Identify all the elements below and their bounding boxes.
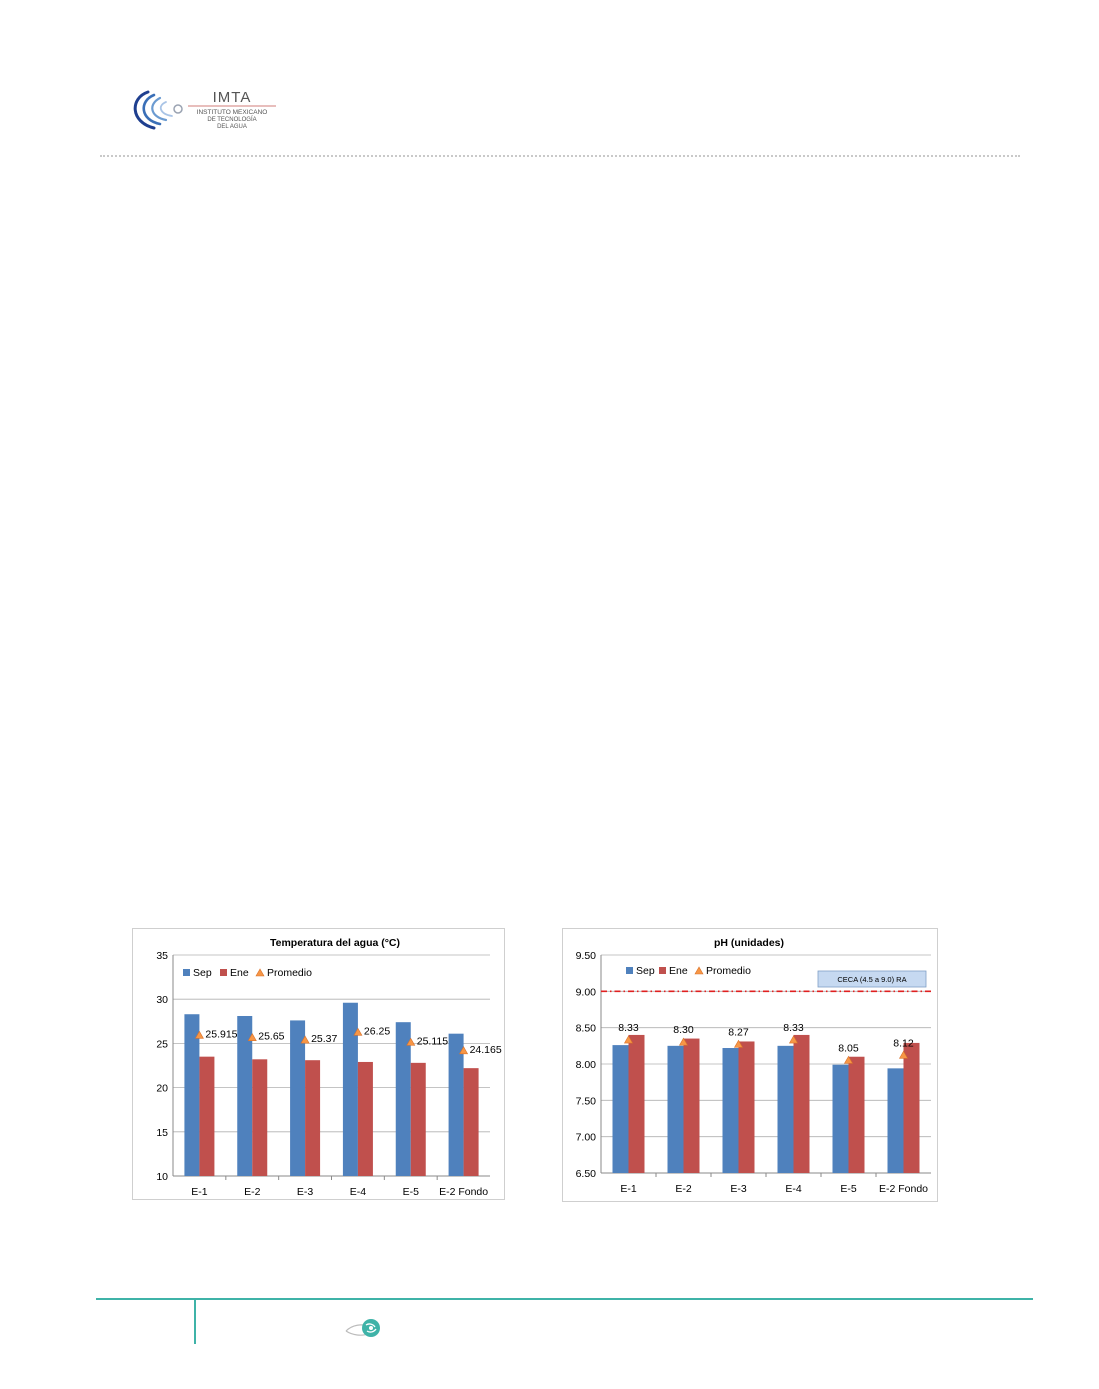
y-tick-label: 7.50 (575, 1095, 596, 1108)
water-drop-globe-icon (344, 1315, 384, 1341)
bar-ene (849, 1057, 865, 1173)
legend-label-ene: Ene (230, 967, 249, 979)
x-tick-label: E-2 (244, 1186, 261, 1198)
logo-line3: DEL AGUA (217, 124, 247, 130)
y-tick-label: 7.00 (575, 1131, 596, 1144)
ph-chart-svg (563, 929, 937, 1201)
bar-ene (684, 1039, 700, 1173)
data-label: 24.165 (469, 1043, 502, 1056)
chart-legend (626, 965, 751, 977)
x-tick-label: E-5 (402, 1186, 419, 1198)
bar-ene (358, 1062, 373, 1176)
legend-swatch-ene (220, 969, 227, 976)
x-tick-label: E-1 (620, 1183, 637, 1195)
y-tick-label: 20 (156, 1082, 168, 1095)
chart-title: pH (unidades) (714, 937, 784, 949)
legend-label-promedio: Promedio (706, 965, 751, 977)
data-label: 8.33 (783, 1022, 804, 1035)
bar-ene (411, 1063, 426, 1176)
legend-swatch-sep (626, 967, 633, 974)
chart-title: Temperatura del agua (°C) (269, 937, 401, 949)
bar-sep (449, 1034, 464, 1176)
bar-ene (252, 1059, 267, 1176)
bar-sep (613, 1045, 629, 1173)
legend-label-promedio: Promedio (267, 967, 312, 979)
x-tick-label: E-1 (191, 1186, 208, 1198)
x-tick-label: E-3 (296, 1186, 314, 1198)
data-label: 25.915 (205, 1028, 238, 1041)
bar-sep (723, 1048, 739, 1173)
footer-divider (96, 1298, 1033, 1300)
footer-vertical-divider (194, 1300, 196, 1344)
data-label: 8.05 (838, 1042, 859, 1055)
bar-ene (305, 1060, 320, 1176)
legend-marker-promedio (256, 969, 264, 976)
bar-sep (290, 1020, 305, 1176)
y-tick-label: 8.50 (575, 1022, 596, 1035)
x-tick-label: E-2 Fondo (439, 1186, 489, 1198)
data-label: 25.65 (258, 1030, 285, 1043)
bar-sep (343, 1003, 358, 1176)
bar-ene (794, 1035, 810, 1173)
data-label: 8.30 (673, 1024, 694, 1037)
logo-acronym: IMTA (212, 89, 252, 106)
bar-sep (668, 1046, 684, 1173)
x-tick-label: E-4 (349, 1186, 367, 1198)
data-label: 8.12 (893, 1037, 914, 1050)
temperature-chart (132, 928, 505, 1200)
reference-label: CECA (4.5 a 9.0) RA (837, 975, 907, 984)
logo-line1: INSTITUTO MEXICANO (196, 109, 268, 116)
x-tick-label: E-2 Fondo (878, 1183, 929, 1195)
legend-label-sep: Sep (636, 965, 655, 977)
data-label: 25.37 (311, 1033, 338, 1046)
data-label: 25.115 (416, 1035, 449, 1048)
y-tick-label: 6.50 (575, 1168, 596, 1180)
data-label: 8.27 (728, 1026, 749, 1039)
temperature-chart-svg (133, 929, 504, 1199)
imta-swirl-icon (135, 92, 182, 128)
legend-label-sep: Sep (193, 967, 212, 979)
plot-area (156, 950, 502, 1198)
bar-sep (888, 1068, 904, 1173)
bar-sep (778, 1046, 794, 1173)
y-tick-label: 9.50 (575, 950, 596, 962)
x-tick-label: E-2 (675, 1183, 692, 1195)
legend-label-ene: Ene (669, 965, 688, 977)
x-tick-label: E-4 (785, 1183, 802, 1195)
y-tick-label: 25 (156, 1038, 168, 1051)
y-tick-label: 8.00 (575, 1059, 596, 1071)
imta-logo (128, 86, 278, 134)
x-tick-label: E-5 (840, 1183, 857, 1195)
y-tick-label: 9.00 (575, 986, 596, 999)
y-tick-label: 30 (156, 994, 168, 1007)
bar-sep (833, 1065, 849, 1173)
legend-swatch-sep (183, 969, 190, 976)
header-divider (100, 155, 1020, 157)
x-tick-label: E-3 (730, 1183, 747, 1195)
legend-swatch-ene (659, 967, 666, 974)
data-label: 8.33 (618, 1022, 639, 1035)
y-tick-label: 10 (156, 1171, 168, 1183)
bar-ene (199, 1057, 214, 1176)
reference-label-box (818, 971, 926, 987)
logo-line2: DE TECNOLOGÍA (207, 117, 257, 123)
bar-ene (629, 1035, 645, 1173)
bar-ene (904, 1043, 920, 1173)
ph-chart (562, 928, 938, 1202)
chart-legend (183, 967, 312, 979)
data-label: 26.25 (363, 1025, 391, 1038)
bar-ene (739, 1041, 755, 1173)
bar-ene (464, 1068, 479, 1176)
y-tick-label: 35 (156, 950, 168, 962)
legend-marker-promedio (695, 967, 703, 974)
y-tick-label: 15 (156, 1126, 168, 1139)
